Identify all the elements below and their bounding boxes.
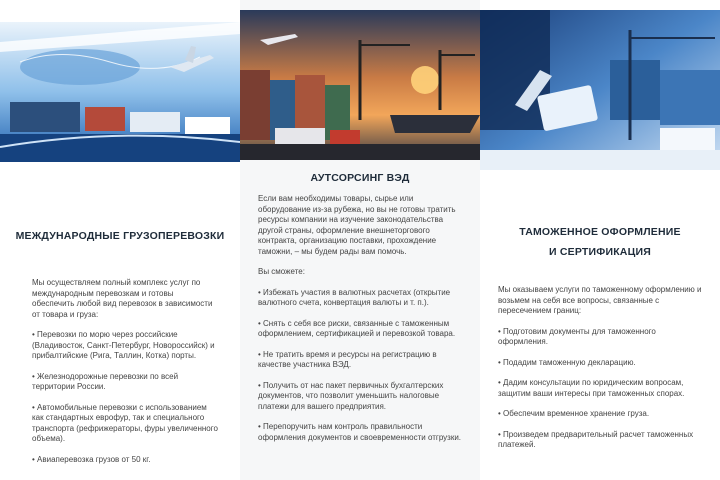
section-text: [258, 194, 466, 453]
section-title-line: И СЕРТИФИКАЦИЯ: [549, 246, 651, 258]
list-item: • Произведем предварительный расчет таможенных платежей.: [498, 429, 694, 449]
port-containers-image: [240, 10, 480, 160]
list-item: • Подготовим документы для таможенного оформления.: [498, 326, 656, 346]
list-item: • Железнодорожные перевозки по всей территории России.: [32, 371, 179, 391]
section-title: АУТСОРСИНГ ВЭД: [310, 172, 410, 184]
list-item: • Подадим таможенную декларацию.: [498, 357, 636, 367]
paragraph: Мы оказываем услуги по таможенному оформлению и возьмем на себя все вопросы, связанные с пересечением границ:: [498, 285, 702, 315]
paragraph: Если вам необходимы товары, сырье или оборудование из-за рубежа, но вы не готовы тратить ресурсы компании на изучение законодательства другой страны, оформление внешнеторгового контракта, организацию поставки, прохождение таможни, – мы будем рады вам помочь.: [258, 194, 456, 256]
list-item: • Получить от нас пакет первичных бухгалтерских документов, что позволит уменьшить налоговые платежи для вашего предприятия.: [258, 380, 444, 411]
section-title: МЕЖДУНАРОДНЫЕ ГРУЗОПЕРЕВОЗКИ: [15, 230, 225, 242]
list-item: • Перепоручить нам контроль правильности оформления документов и своевременности отгрузки.: [258, 422, 462, 442]
section-text: [498, 285, 702, 461]
paragraph: Вы сможете:: [258, 267, 305, 276]
list-item: • Обеспечим временное хранение груза.: [498, 409, 650, 418]
section-title: [480, 222, 720, 262]
freight-transport-image: [0, 22, 240, 162]
list-item: • Авиаперевозка грузов от 50 кг.: [32, 454, 151, 464]
section-title-line: ТАМОЖЕННОЕ ОФОРМЛЕНИЕ: [519, 226, 681, 238]
paragraph: Мы осуществляем полный комплекс услуг по международным перевозкам и готовы обеспечить любой вид перевозок в зависимости от товара и груза:: [32, 278, 213, 319]
column-freight: [0, 0, 240, 480]
list-item: • Перевозки по морю через российские (Владивосток, Санкт-Петербург, Новороссийск) и прибалтийские (Рига, Таллин, Котка) порты.: [32, 330, 215, 360]
list-item: • Избежать участия в валютных расчетах (открытие валютного счета, конвертация валюты и т. п.).: [258, 287, 451, 307]
list-item: • Автомобильные перевозки с использованием как стандартных еврофур, так и специального транспорта (рефрижераторы, фуры увеличенного объема).: [32, 402, 218, 443]
column-customs: [480, 0, 720, 480]
column-outsourcing: [240, 0, 480, 480]
list-item: • Дадим консультации по юридическим вопросам, защитим ваши интересы при таможенных спорах.: [498, 378, 685, 398]
section-text: [32, 278, 218, 475]
customs-tablet-image: [480, 10, 720, 170]
list-item: • Не тратить время и ресурсы на регистрацию в качестве участника ВЭД.: [258, 349, 437, 369]
list-item: • Снять с себя все риски, связанные с таможенным оформлением, сертификацией и перевозкой товара.: [258, 318, 456, 338]
